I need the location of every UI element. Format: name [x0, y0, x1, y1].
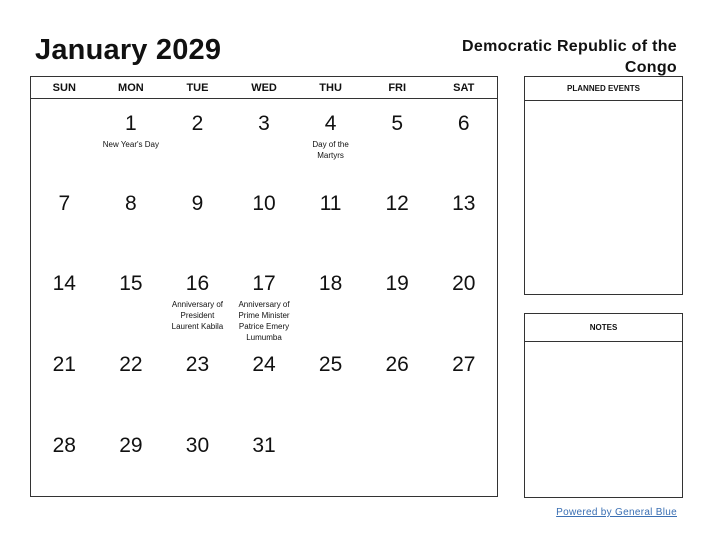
week-row — [31, 179, 497, 259]
day-cell[interactable] — [231, 99, 298, 179]
day-number: 17 — [252, 272, 276, 295]
country-name: Democratic Republic of the Congo — [462, 38, 677, 76]
day-cell[interactable] — [98, 340, 165, 421]
day-number: 6 — [457, 112, 470, 135]
day-number: 20 — [452, 272, 476, 295]
day-number: 1 — [125, 112, 137, 135]
day-cell[interactable] — [297, 259, 364, 340]
day-number: 23 — [185, 353, 210, 376]
day-number: 19 — [385, 272, 409, 295]
day-number: 21 — [52, 353, 76, 376]
day-cell[interactable] — [430, 340, 497, 421]
day-cell[interactable] — [98, 179, 165, 259]
week-row — [31, 421, 497, 498]
day-cell[interactable] — [297, 421, 364, 498]
day-cell[interactable] — [364, 259, 431, 340]
week-row — [31, 259, 497, 340]
day-cell[interactable] — [430, 259, 497, 340]
weekday-header — [31, 77, 497, 99]
holiday-label: Anniversary of Prime Minister Patrice Emery Lumumba — [238, 300, 290, 342]
day-number: 30 — [185, 434, 210, 457]
day-number: 15 — [119, 272, 143, 295]
day-number: 27 — [452, 353, 476, 376]
week-row — [31, 99, 497, 179]
day-cell[interactable] — [364, 421, 431, 498]
weekday-thu: THU — [319, 82, 342, 94]
day-number: 13 — [452, 192, 476, 215]
day-cell[interactable] — [164, 421, 231, 498]
day-number: 18 — [318, 272, 343, 295]
day-cell[interactable] — [364, 99, 431, 179]
day-cell[interactable] — [164, 99, 231, 179]
day-cell[interactable] — [98, 99, 165, 179]
holiday-label: Anniversary of President Laurent Kabila — [171, 300, 224, 331]
day-number: 14 — [52, 272, 76, 295]
day-cell[interactable] — [231, 179, 298, 259]
day-cell[interactable] — [231, 259, 298, 340]
day-number: 22 — [119, 353, 143, 376]
day-cell[interactable] — [430, 99, 497, 179]
day-number: 28 — [52, 434, 76, 457]
powered-by-link[interactable]: Powered by General Blue — [556, 507, 677, 518]
planned-events-heading: PLANNED EVENTS — [525, 77, 682, 101]
day-cell[interactable] — [364, 340, 431, 421]
day-number: 4 — [324, 112, 337, 135]
day-number: 25 — [318, 353, 343, 376]
day-cell[interactable] — [164, 340, 231, 421]
day-number: 12 — [385, 192, 409, 215]
day-cell[interactable] — [297, 340, 364, 421]
notes-panel[interactable] — [524, 313, 683, 498]
planned-events-panel[interactable] — [524, 76, 683, 295]
notes-heading: NOTES — [525, 314, 682, 342]
day-number: 26 — [385, 353, 409, 376]
holiday-label: New Year's Day — [102, 140, 159, 149]
day-cell[interactable] — [164, 179, 231, 259]
day-cell[interactable] — [31, 179, 98, 259]
day-cell[interactable] — [31, 421, 98, 498]
day-number: 24 — [252, 353, 276, 376]
day-cell[interactable] — [164, 259, 231, 340]
day-number: 3 — [258, 112, 270, 135]
day-cell[interactable] — [364, 179, 431, 259]
day-number: 29 — [119, 434, 143, 457]
day-cell[interactable] — [231, 340, 298, 421]
day-cell[interactable] — [430, 179, 497, 259]
day-number: 11 — [319, 192, 342, 215]
calendar-grid — [30, 76, 498, 497]
day-number: 7 — [58, 192, 71, 215]
weekday-sat: SAT — [453, 82, 475, 94]
page-title: January 2029 — [35, 34, 222, 66]
day-number: 8 — [125, 192, 137, 215]
weekday-fri: FRI — [388, 82, 407, 94]
day-number: 2 — [191, 112, 204, 135]
weekday-tue: TUE — [186, 82, 209, 94]
calendar-weeks — [31, 99, 497, 498]
day-cell[interactable] — [297, 179, 364, 259]
day-cell[interactable] — [98, 259, 165, 340]
day-cell[interactable] — [430, 421, 497, 498]
weekday-sun: SUN — [52, 82, 76, 94]
day-number: 5 — [391, 112, 404, 135]
day-cell[interactable] — [297, 99, 364, 179]
day-cell[interactable] — [231, 421, 298, 498]
day-number: 16 — [185, 272, 210, 295]
day-number: 31 — [252, 434, 276, 457]
day-cell[interactable] — [31, 99, 98, 179]
holiday-label: Day of the Martyrs — [312, 140, 349, 160]
weekday-mon: MON — [118, 82, 144, 94]
day-cell[interactable] — [98, 421, 165, 498]
day-cell[interactable] — [31, 340, 98, 421]
day-number: 9 — [191, 192, 204, 215]
day-cell[interactable] — [31, 259, 98, 340]
week-row — [31, 340, 497, 421]
weekday-wed: WED — [251, 82, 277, 94]
day-number: 10 — [252, 192, 276, 215]
